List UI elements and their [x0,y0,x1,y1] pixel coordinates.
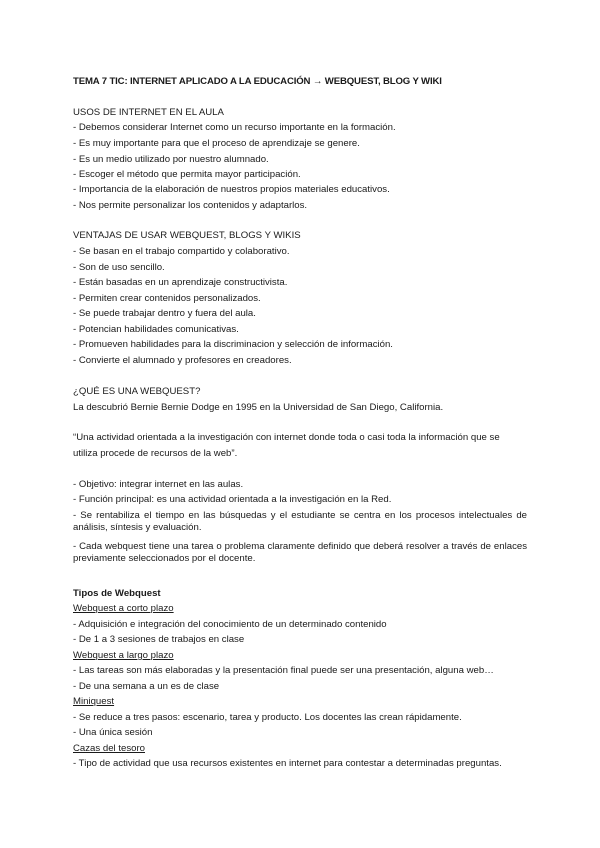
list-item: - De 1 a 3 sesiones de trabajos en clase [73,634,245,645]
subheading-miniquest: Miniquest [73,696,115,707]
document-title: TEMA 7 TIC: INTERNET APLICADO A LA EDUCACIÓN → WEBQUEST, BLOG Y WIKI [73,76,442,87]
list-item: - Debemos considerar Internet como un recurso importante en la formación. [73,122,396,133]
list-item: - Importancia de la elaboración de nuestros propios materiales educativos. [73,184,390,195]
list-item: - Adquisición e integración del conocimiento de un determinado contenido [73,619,387,630]
intro-paragraph: La descubrió Bernie Bernie Dodge en 1995 en la Universidad de San Diego, California. [73,402,444,413]
list-item: - Se reduce a tres pasos: escenario, tarea y producto. Los docentes las crean rápidamente. [73,712,462,723]
list-item: - Nos permite personalizar los contenidos y adaptarlos. [73,200,308,211]
subheading-cazas-tesoro: Cazas del tesoro [73,743,145,754]
list-item: - Promueven habilidades para la discriminacion y selección de información. [73,339,393,350]
section-heading-tipos: Tipos de Webquest [73,588,161,599]
list-item: - Potencian habilidades comunicativas. [73,324,239,335]
section-heading-que-es: ¿QUÉ ES UNA WEBQUEST? [73,386,201,397]
section-heading-usos: USOS DE INTERNET EN EL AULA [73,107,224,118]
list-item: - Una única sesión [73,727,153,738]
list-item: - Están basadas en un aprendizaje constructivista. [73,277,288,288]
list-item: - Convierte el alumnado y profesores en creadores. [73,355,292,366]
list-item: - Tipo de actividad que usa recursos existentes en internet para contestar a determinadas preguntas. [73,758,502,769]
list-item: - Se puede trabajar dentro y fuera del aula. [73,308,256,319]
list-item: - Es un medio utilizado por nuestro alumnado. [73,154,269,165]
list-item: - De una semana a un es de clase [73,681,220,692]
list-item: - Se rentabiliza el tiempo en las búsquedas y el estudiante se centra en los procesos intelectuales de análisis, síntesis y evaluación. [73,510,527,533]
subheading-largo-plazo: Webquest a largo plazo [73,650,174,661]
quote-line: utiliza procede de recursos de la web”. [73,448,238,459]
list-item: - Se basan en el trabajo compartido y colaborativo. [73,246,290,257]
quote-line: “Una actividad orientada a la investigación con internet donde toda o casi toda la información que se [73,432,500,443]
list-item: - Es muy importante para que el proceso de aprendizaje se genere. [73,138,360,149]
list-item: - Objetivo: integrar internet en las aulas. [73,479,244,490]
subheading-corto-plazo: Webquest a corto plazo [73,603,174,614]
list-item: - Las tareas son más elaboradas y la presentación final puede ser una presentación, alguna web… [73,665,494,676]
list-item: - Escoger el método que permita mayor participación. [73,169,301,180]
list-item: - Función principal: es una actividad orientada a la investigación en la Red. [73,494,392,505]
list-item: - Son de uso sencillo. [73,262,165,273]
list-item: - Cada webquest tiene una tarea o problema claramente definido que deberá resolver a través de enlaces previamente seleccionados por el docente. [73,541,527,564]
list-item: - Permiten crear contenidos personalizados. [73,293,261,304]
section-heading-ventajas: VENTAJAS DE USAR WEBQUEST, BLOGS Y WIKIS [73,230,301,241]
